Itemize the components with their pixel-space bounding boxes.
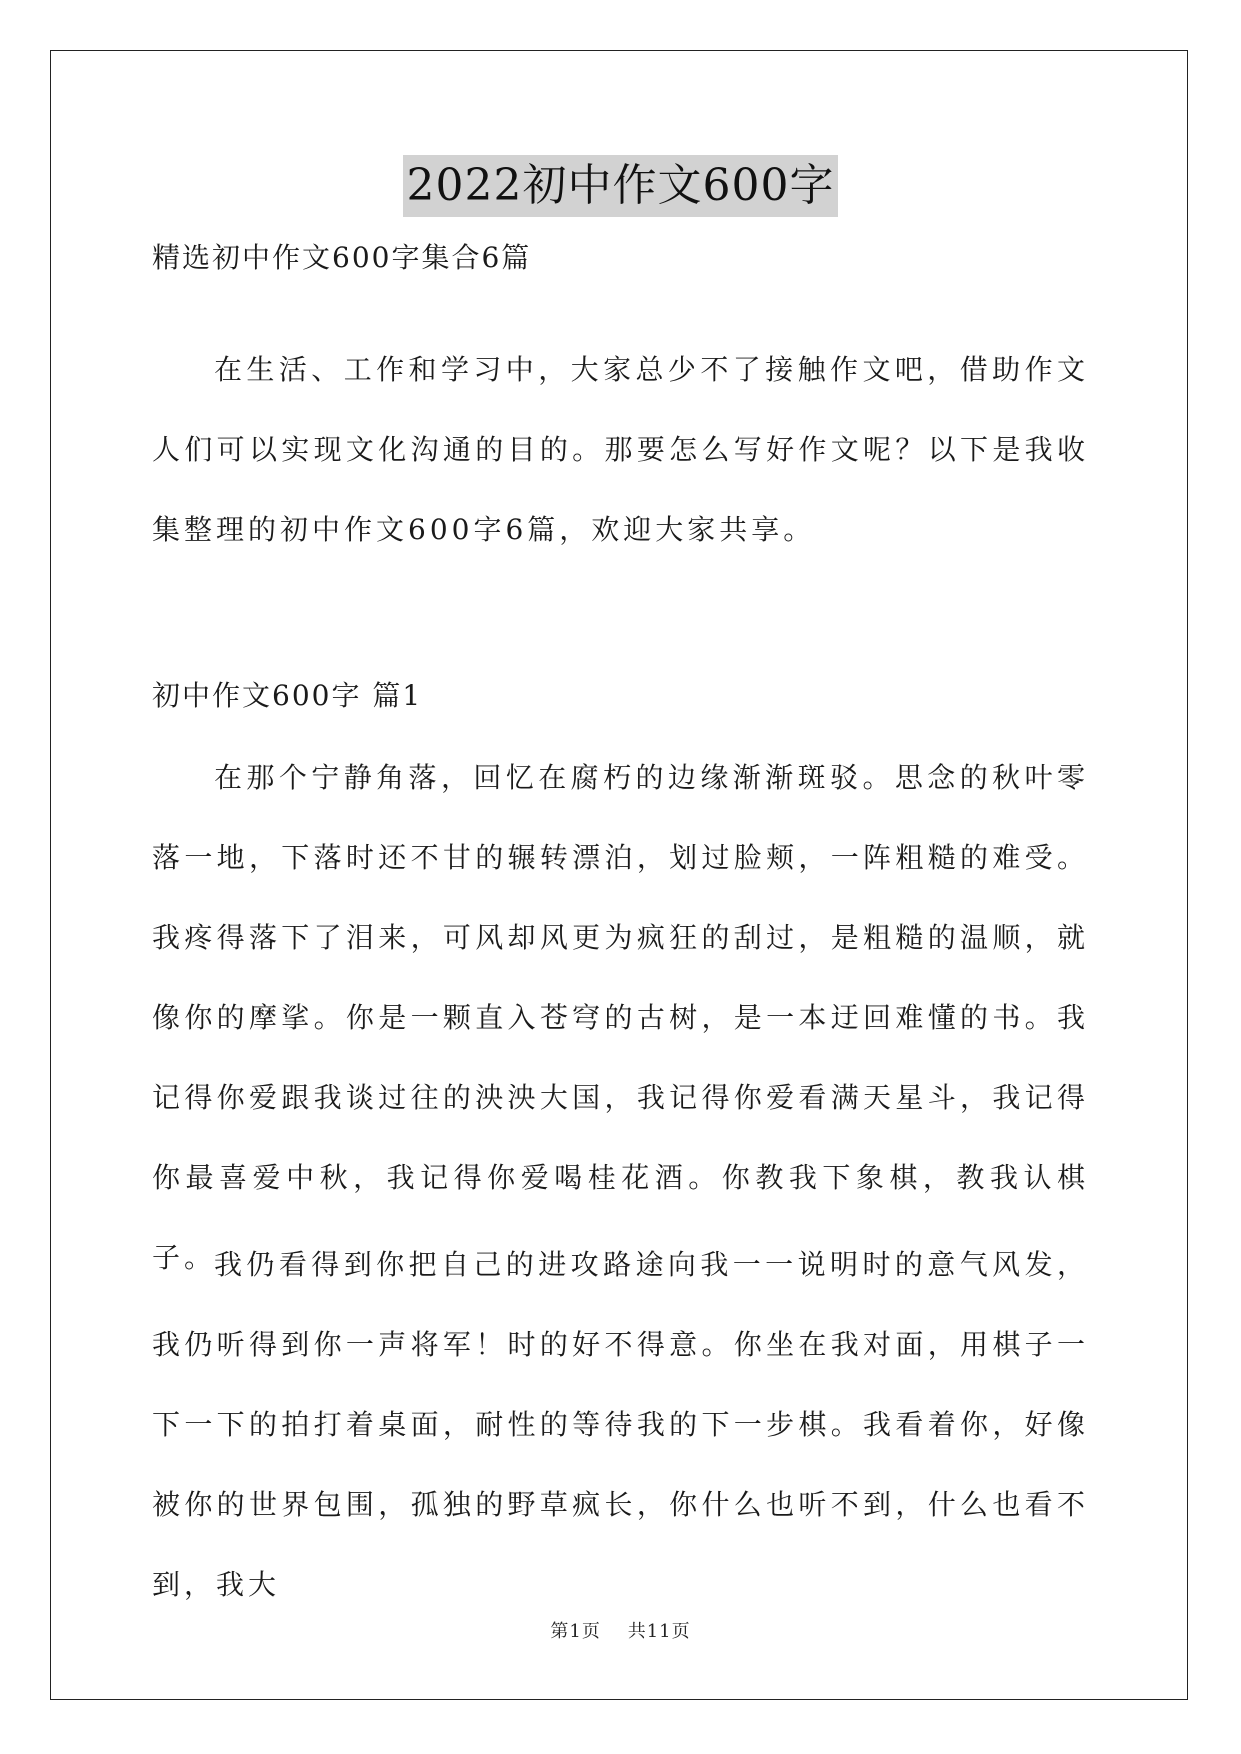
body-paragraph: 我仍看得到你把自己的进攻路途向我一一说明时的意气风发，我仍听得到你一声将军！时的好不得意。你坐在我对面，用棋子一下一下的拍打着桌面，耐性的等待我的下一步棋。我看着你，好像被你的世界包围，孤独的野草疯长，你什么也听不到，什么也看不到，我大 bbox=[152, 1248, 1089, 1601]
section-heading: 初中作文600字 篇1 bbox=[152, 679, 423, 712]
document-title: 2022初中作文600字 bbox=[403, 155, 839, 217]
page-footer bbox=[0, 1620, 1241, 1644]
page-total: 共11页 bbox=[627, 1621, 691, 1642]
document-subtitle: 精选初中作文600字集合6篇 bbox=[152, 241, 532, 274]
intro-paragraph: 在生活、工作和学习中，大家总少不了接触作文吧，借助作文人们可以实现文化沟通的目的。那要怎么写好作文呢？以下是我收集整理的初中作文600字6篇，欢迎大家共享。 bbox=[152, 353, 1089, 546]
page-number: 第1页 bbox=[550, 1621, 601, 1642]
title-container bbox=[0, 155, 1241, 217]
body-paragraph: 在那个宁静角落，回忆在腐朽的边缘渐渐斑驳。思念的秋叶零落一地，下落时还不甘的辗转漂泊，划过脸颊，一阵粗糙的难受。我疼得落下了泪来，可风却风更为疯狂的刮过，是粗糙的温顺，就像你的摩挲。你是一颗直入苍穹的古树，是一本迂回难懂的书。我记得你爱跟我谈过往的泱泱大国，我记得你爱看满天星斗，我记得你最喜爱中秋，我记得你爱喝桂花酒。你教我下象棋，教我认棋子。 bbox=[152, 761, 1089, 1274]
